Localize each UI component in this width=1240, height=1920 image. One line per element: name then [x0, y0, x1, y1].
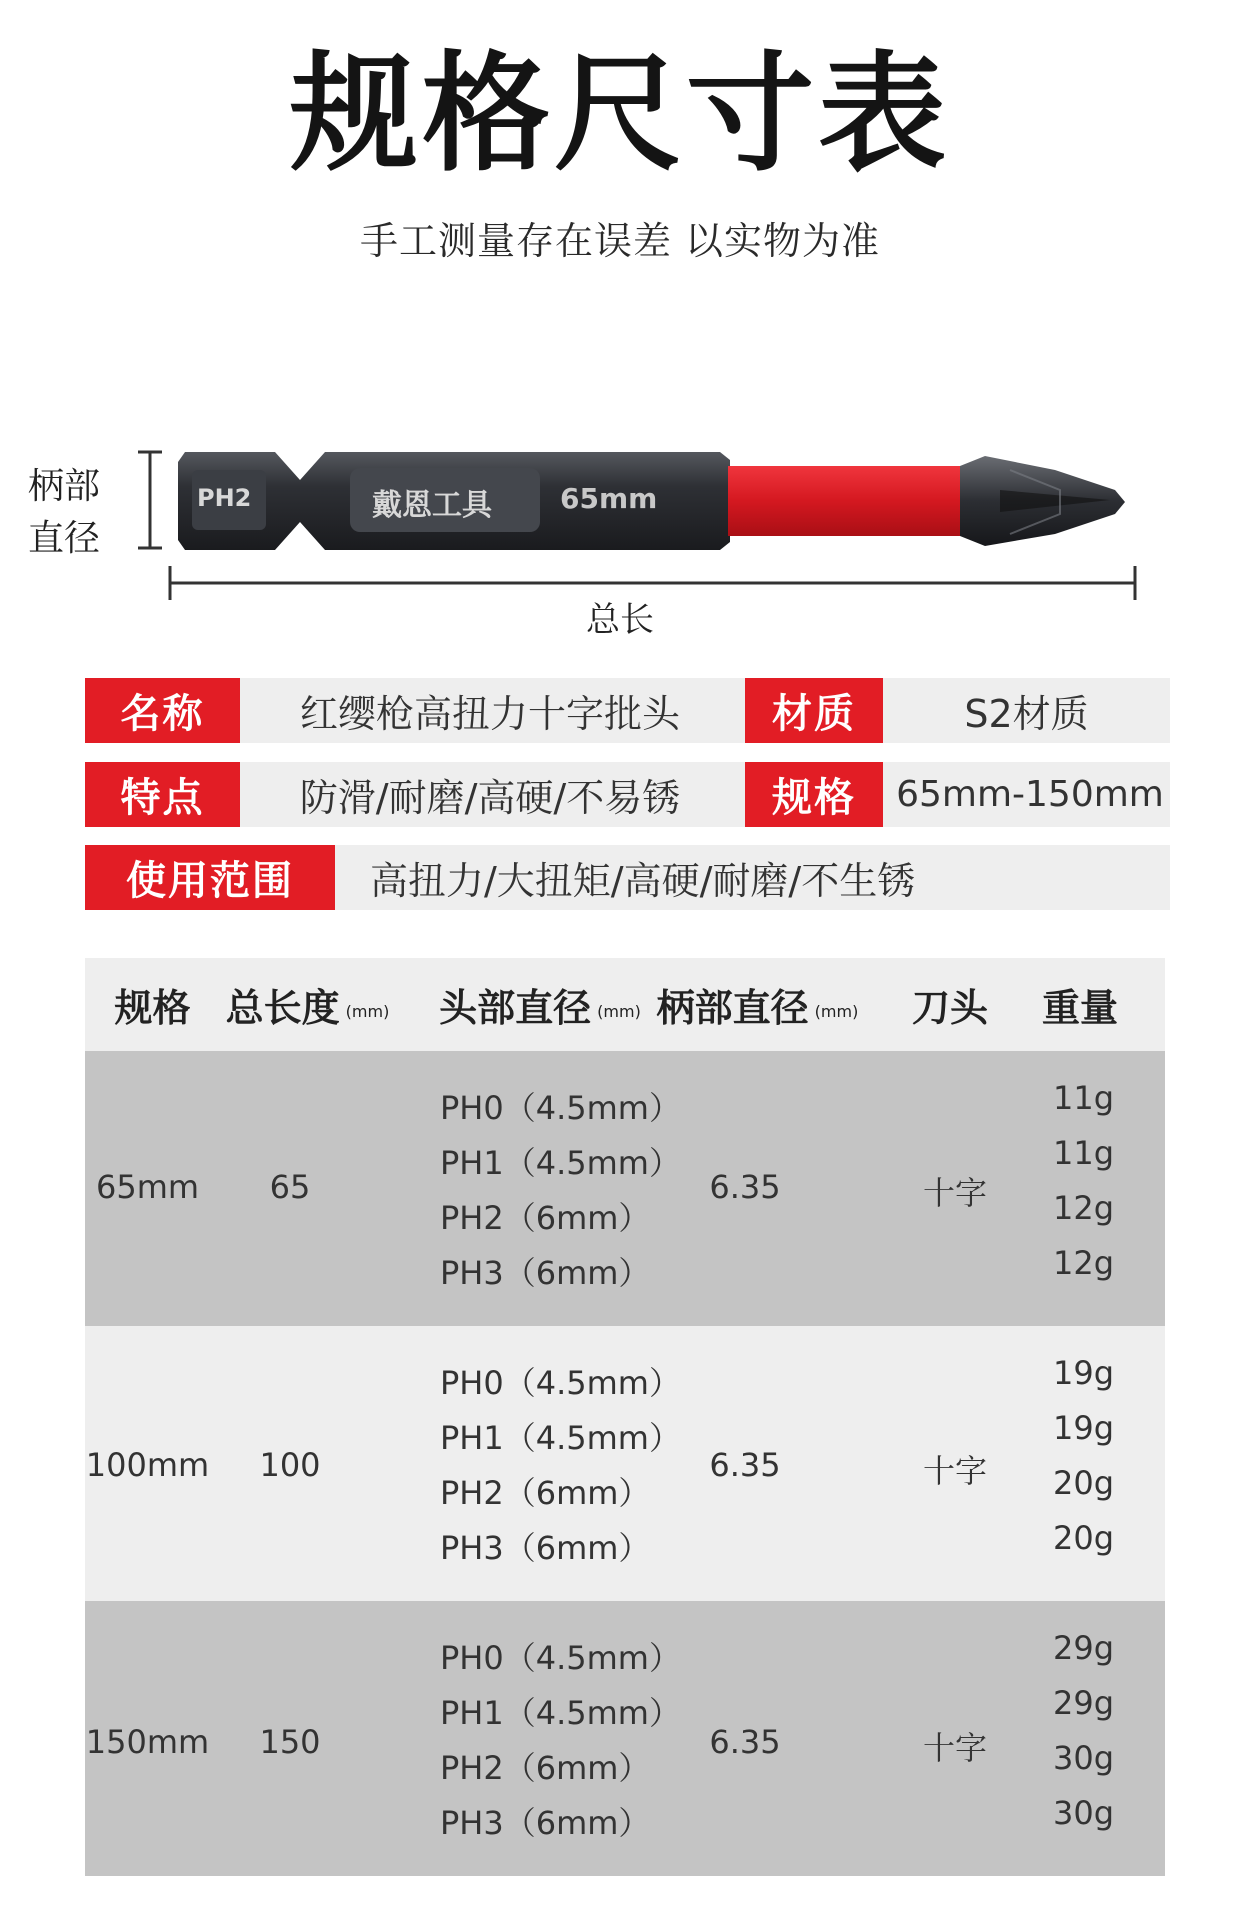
cell-head-ph1: PH1（4.5mm） — [440, 1419, 681, 1457]
shank-diameter-bracket — [138, 452, 162, 548]
cell-head-ph3: PH3（6mm） — [440, 1529, 651, 1567]
table-row-150mm — [85, 1601, 1165, 1876]
cell-weight-2: 11g — [1053, 1134, 1115, 1172]
cell-shank: 6.35 — [709, 1723, 781, 1761]
table-row-65mm — [85, 1051, 1165, 1326]
page-subtitle: 手工测量存在误差 以实物为准 — [359, 219, 881, 263]
attr-key-usage: 使用范围 — [85, 845, 335, 910]
cell-weight-2: 19g — [1053, 1409, 1115, 1447]
cell-shank: 6.35 — [709, 1168, 781, 1206]
attr-value-spec: 65mm-150mm — [896, 774, 1164, 815]
cell-spec: 150mm — [85, 1723, 210, 1761]
bit-diagram — [0, 430, 1240, 650]
bit-marking-ph: PH2 — [197, 484, 252, 512]
page-title: 规格尺寸表 — [289, 40, 950, 189]
cell-tip: 十字 — [922, 1174, 987, 1212]
attr-key-name: 名称 — [85, 678, 240, 743]
attr-key-feature: 特点 — [85, 762, 240, 827]
cell-head-ph2: PH2（6mm） — [440, 1474, 651, 1512]
cell-tip: 十字 — [922, 1729, 987, 1767]
attr-key-spec: 规格 — [745, 762, 883, 827]
header-weight: 重量 — [1041, 986, 1118, 1030]
cell-tip: 十字 — [922, 1452, 987, 1490]
cell-spec: 65mm — [95, 1168, 200, 1206]
cell-weight-3: 30g — [1053, 1739, 1115, 1777]
cell-weight-1: 11g — [1053, 1079, 1115, 1117]
cell-length: 65 — [269, 1168, 311, 1206]
attr-value-material: S2材质 — [964, 692, 1089, 736]
attr-value-usage: 高扭力/大扭矩/高硬/耐磨/不生锈 — [370, 859, 916, 903]
cell-head-ph1: PH1（4.5mm） — [440, 1144, 681, 1182]
cell-weight-2: 29g — [1053, 1684, 1115, 1722]
cell-weight-4: 12g — [1053, 1244, 1115, 1282]
cell-head-ph1: PH1（4.5mm） — [440, 1694, 681, 1732]
attr-value-feature: 防滑/耐磨/高硬/不易锈 — [299, 776, 681, 820]
cell-weight-4: 20g — [1053, 1519, 1115, 1557]
cell-length: 100 — [259, 1446, 321, 1484]
table-header — [85, 958, 1165, 1051]
shank-diameter-label-line1: 柄部 — [28, 466, 101, 507]
spec-table — [85, 958, 1165, 1873]
bit-marking-length: 65mm — [560, 482, 658, 515]
cell-weight-4: 30g — [1053, 1794, 1115, 1832]
header-total-length: 总长度 (mm) — [225, 986, 390, 1030]
cell-head-ph3: PH3（6mm） — [440, 1804, 651, 1842]
header-head-diameter: 头部直径 (mm) — [439, 986, 641, 1030]
header-shank-diameter: 柄部直径 (mm) — [656, 986, 859, 1030]
cell-weight-3: 12g — [1053, 1189, 1115, 1227]
table-row-100mm — [85, 1326, 1165, 1601]
cell-head-ph2: PH2（6mm） — [440, 1749, 651, 1787]
attr-value-name: 红缨枪高扭力十字批头 — [299, 692, 680, 736]
cell-head-ph0: PH0（4.5mm） — [440, 1089, 681, 1127]
header-spec: 规格 — [114, 986, 191, 1030]
attr-key-material: 材质 — [745, 678, 883, 743]
cell-weight-3: 20g — [1053, 1464, 1115, 1502]
cell-spec: 100mm — [85, 1446, 210, 1484]
bit-marking-brand: 戴恩工具 — [372, 488, 492, 523]
cell-weight-1: 29g — [1053, 1629, 1115, 1667]
cell-weight-1: 19g — [1053, 1354, 1115, 1392]
total-length-label: 总长 — [586, 600, 654, 640]
cell-head-ph2: PH2（6mm） — [440, 1199, 651, 1237]
cell-head-ph0: PH0（4.5mm） — [440, 1364, 681, 1402]
shank-diameter-label-line2: 直径 — [28, 518, 101, 559]
header-tip: 刀头 — [911, 986, 988, 1030]
cell-head-ph0: PH0（4.5mm） — [440, 1639, 681, 1677]
cell-head-ph3: PH3（6mm） — [440, 1254, 651, 1292]
cell-length: 150 — [259, 1723, 321, 1761]
cell-shank: 6.35 — [709, 1446, 781, 1484]
